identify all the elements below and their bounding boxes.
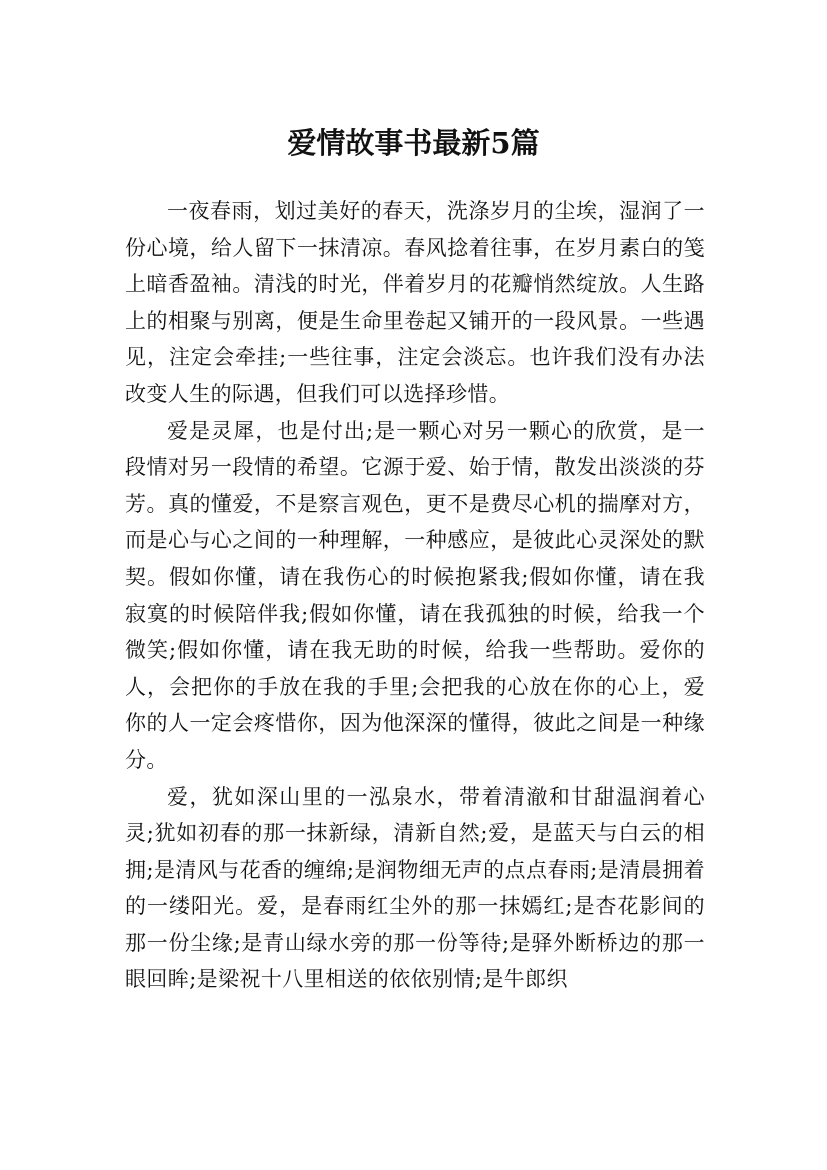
paragraph-3: 爱，犹如深山里的一泓泉水，带着清澈和甘甜温润着心灵;犹如初春的那一抹新绿，清新自然;爱，是蓝天与白云的相拥;是清风与花香的缠绵;是润物细无声的点点春雨;是清晨拥着的一缕阳光。爱，是春雨红尘外的那一抹嫣红;是杏花影间的那一份尘缘;是青山绿水旁的那一份等待;是驿外断桥边的那一眼回眸;是梁祝十八里相送的依依别情;是牛郎织 — [125, 784, 705, 992]
document-body — [125, 193, 705, 998]
paragraph-1: 一夜春雨，划过美好的春天，洗涤岁月的尘埃，湿润了一份心境，给人留下一抹清凉。春风捻着往事，在岁月素白的笺上暗香盈袖。清浅的时光，伴着岁月的花瓣悄然绽放。人生路上的相聚与别离，便是生命里卷起又铺开的一段风景。一些遇见，注定会牵挂;一些往事，注定会淡忘。也许我们没有办法改变人生的际遇，但我们可以选择珍惜。 — [125, 199, 705, 406]
paragraph-2: 爱是灵犀，也是付出;是一颗心对另一颗心的欣赏，是一段情对另一段情的希望。它源于爱、始于情，散发出淡淡的芬芳。真的懂爱，不是察言观色，更不是费尽心机的揣摩对方，而是心与心之间的一种理解，一种感应，是彼此心灵深处的默契。假如你懂，请在我伤心的时候抱紧我;假如你懂，请在我寂寞的时候陪伴我;假如你懂，请在我孤独的时候，给我一个微笑;假如你懂，请在我无助的时候，给我一些帮助。爱你的人，会把你的手放在我的手里;会把我的心放在你的心上，爱你的人一定会疼惜你，因为他深深的懂得，彼此之间是一种缘分。 — [125, 418, 705, 772]
document-title: 爱情故事书最新5篇 — [287, 126, 540, 161]
